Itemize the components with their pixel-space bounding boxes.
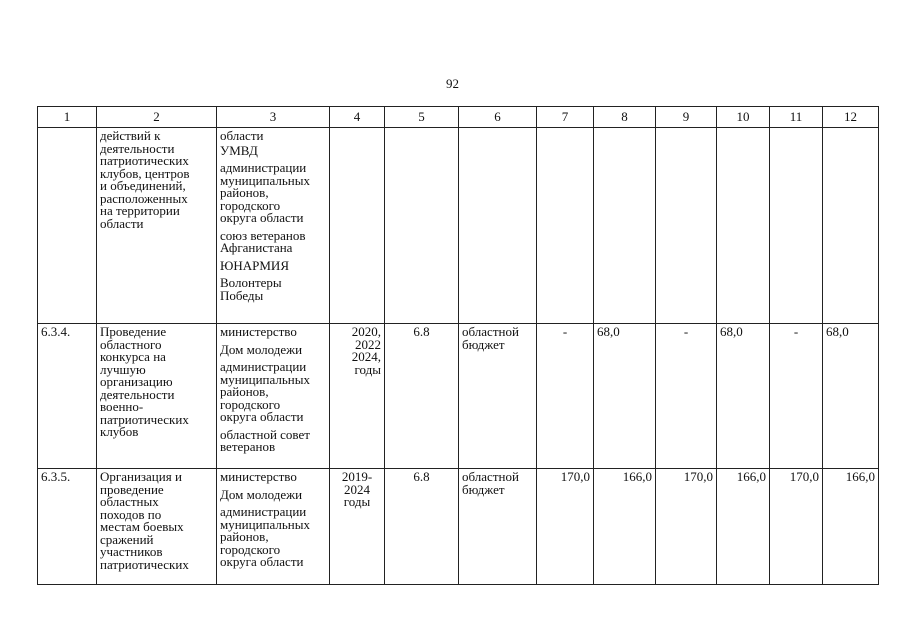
table-row xyxy=(38,128,879,324)
value-col-7: 170,0 xyxy=(537,469,594,585)
executor: Дом молодежи xyxy=(220,486,303,502)
executor: Волонтеры Победы xyxy=(220,275,282,303)
value-col-10: 166,0 xyxy=(717,469,770,585)
executor: администрации муниципальных районов, городского округа области xyxy=(220,160,311,225)
value-col-12: 166,0 xyxy=(823,469,879,585)
value-col-10: 68,0 xyxy=(717,324,770,469)
executor: министерство xyxy=(220,324,297,339)
years xyxy=(330,128,385,324)
column-header: 6 xyxy=(459,107,537,128)
column-header: 5 xyxy=(385,107,459,128)
funding-source xyxy=(459,128,537,324)
years: 2019- 2024 годы xyxy=(330,469,385,585)
value-col-11: - xyxy=(770,324,823,469)
executor: областной совет ветеранов xyxy=(220,426,310,454)
target-indicator: 6.8 xyxy=(385,324,459,469)
column-number-header-row xyxy=(38,107,879,128)
value-col-8: 68,0 xyxy=(594,324,656,469)
column-header: 9 xyxy=(656,107,717,128)
executor: союз ветеранов Афганистана xyxy=(220,227,306,255)
item-number: 6.3.5. xyxy=(38,469,97,585)
executor: министерство xyxy=(220,469,297,484)
item-number: 6.3.4. xyxy=(38,324,97,469)
executors-cell xyxy=(217,469,330,585)
value-col-8: 166,0 xyxy=(594,469,656,585)
funding-source: областной бюджет xyxy=(459,469,537,585)
column-header: 7 xyxy=(537,107,594,128)
column-header: 2 xyxy=(97,107,217,128)
column-header: 1 xyxy=(38,107,97,128)
value-col-8 xyxy=(594,128,656,324)
column-header: 4 xyxy=(330,107,385,128)
executor: администрации муниципальных районов, городского округа области xyxy=(220,359,311,424)
program-table xyxy=(37,106,879,585)
measure-name: Организация и проведение областных походов по местам боевых сражений участников патриотических xyxy=(97,469,217,585)
column-header: 8 xyxy=(594,107,656,128)
executor: УМВД xyxy=(220,142,258,158)
value-col-11 xyxy=(770,128,823,324)
value-col-10 xyxy=(717,128,770,324)
executor: области xyxy=(220,128,264,143)
value-col-12 xyxy=(823,128,879,324)
measure-name: Проведение областного конкурса на лучшую организацию деятельности военно- патриотических клубов xyxy=(97,324,217,469)
value-col-7 xyxy=(537,128,594,324)
value-col-9: - xyxy=(656,324,717,469)
column-header: 10 xyxy=(717,107,770,128)
table-row xyxy=(38,324,879,469)
target-indicator: 6.8 xyxy=(385,469,459,585)
table-row xyxy=(38,469,879,585)
column-header: 3 xyxy=(217,107,330,128)
funding-source: областной бюджет xyxy=(459,324,537,469)
page-number: 92 xyxy=(446,76,459,91)
column-header: 12 xyxy=(823,107,879,128)
value-col-12: 68,0 xyxy=(823,324,879,469)
measure-name: действий к деятельности патриотических клубов, центров и объединений, расположенных на территории области xyxy=(97,128,217,324)
executors-cell xyxy=(217,128,330,324)
years: 2020, 2022 2024, годы xyxy=(330,324,385,469)
executors-cell xyxy=(217,324,330,469)
executor: ЮНАРМИЯ xyxy=(220,257,289,273)
target-indicator xyxy=(385,128,459,324)
executor: администрации муниципальных районов, городского округа области xyxy=(220,504,311,569)
item-number xyxy=(38,128,97,324)
value-col-11: 170,0 xyxy=(770,469,823,585)
value-col-9: 170,0 xyxy=(656,469,717,585)
value-col-9 xyxy=(656,128,717,324)
column-header: 11 xyxy=(770,107,823,128)
value-col-7: - xyxy=(537,324,594,469)
executor: Дом молодежи xyxy=(220,341,303,357)
